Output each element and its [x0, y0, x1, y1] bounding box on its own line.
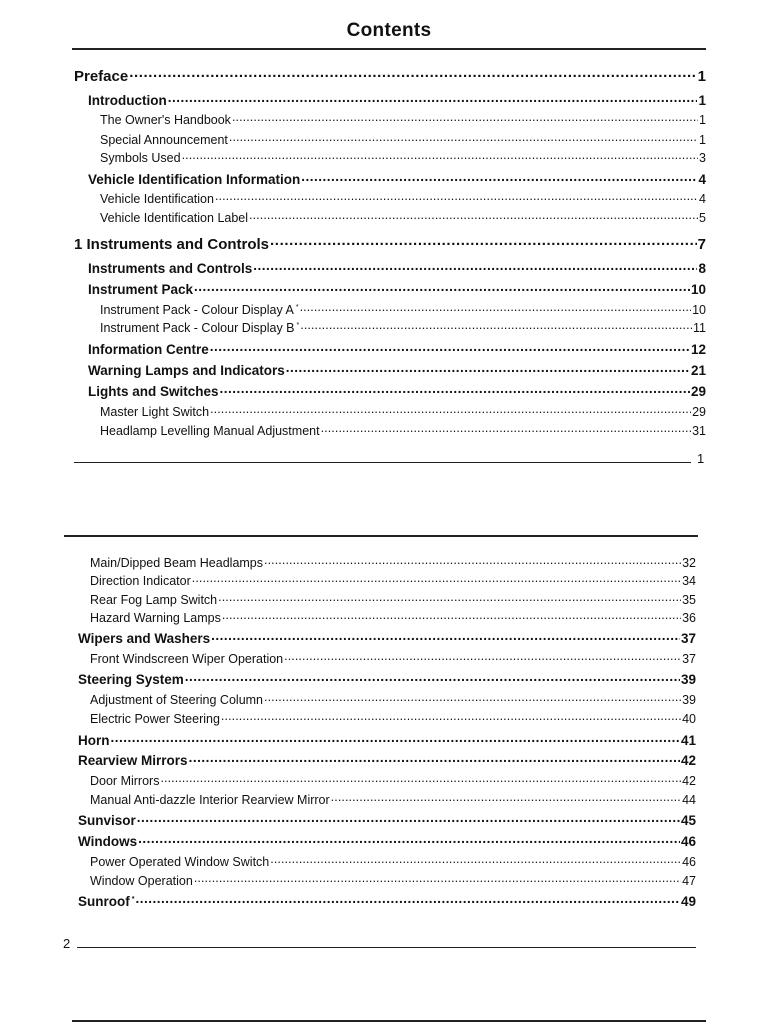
toc-page-number: 4: [698, 171, 706, 187]
toc-entry-title: Introduction: [88, 92, 167, 108]
toc-entry-title: Sunvisor: [78, 812, 136, 828]
toc-page-number: 3: [699, 150, 706, 165]
dot-leader: [111, 731, 680, 745]
dot-leader: [194, 872, 681, 885]
toc-entry-title: Direction Indicator: [90, 573, 191, 588]
toc-page-number: 31: [692, 423, 706, 438]
toc-entry-title: Master Light Switch: [100, 404, 210, 419]
toc-page-number: 42: [680, 752, 696, 768]
toc-page-number: 35: [682, 592, 696, 607]
toc-entry-label: [88, 172, 300, 187]
dot-leader: [229, 131, 698, 144]
toc-entry[interactable]: [90, 609, 696, 625]
toc-entry-label: [90, 774, 159, 788]
toc-entry-label: [100, 211, 248, 225]
toc-entry[interactable]: [90, 853, 696, 869]
toc-entry-label: [74, 236, 269, 253]
toc-entry-title: The Owner's Handbook: [100, 112, 231, 127]
toc-entry-title: Headlamp Levelling Manual Adjustment: [100, 423, 320, 438]
toc-entry-title: Instruments and Controls: [88, 260, 253, 276]
toc-entry-title: Instrument Pack - Colour Display A: [100, 302, 294, 317]
page-1-footer-rule: [74, 462, 691, 463]
dot-leader: [232, 111, 698, 124]
dot-leader: [270, 234, 697, 249]
toc-entry-label: [90, 874, 193, 888]
toc-entry-label: [100, 113, 231, 127]
toc-entry-title: Symbols Used: [100, 150, 181, 165]
toc-entry-label: [100, 321, 299, 335]
toc-entry-title: Sunroof: [78, 893, 130, 909]
dot-leader: [253, 259, 697, 273]
toc-page-number: 4: [699, 191, 706, 206]
dot-leader: [211, 629, 680, 643]
toc-entry[interactable]: [78, 670, 696, 687]
dot-leader: [301, 170, 697, 184]
dot-leader: [182, 149, 698, 162]
toc-entry-title: Instrument Pack: [88, 281, 194, 297]
toc-page-number: 42: [682, 773, 696, 788]
toc-entry[interactable]: [90, 772, 696, 788]
toc-entry[interactable]: [88, 340, 706, 357]
dot-leader: [286, 361, 690, 375]
dot-leader: [189, 751, 680, 765]
dot-leader: [210, 403, 691, 416]
toc-page-number: 37: [680, 630, 696, 646]
toc-entry-title: Instrument Pack - Colour Display B: [100, 320, 295, 335]
optional-feature-asterisk: *: [131, 895, 135, 903]
dot-leader: [222, 609, 681, 622]
dot-leader: [218, 591, 681, 604]
toc-page-number: 10: [692, 302, 706, 317]
toc-entry[interactable]: [90, 872, 696, 888]
toc-entry-label: [74, 68, 128, 85]
toc-entry-label: [90, 855, 269, 869]
toc-page-number: 45: [680, 812, 696, 828]
toc-entry-title: Rear Fog Lamp Switch: [90, 592, 218, 607]
toc-entry-label: [78, 631, 210, 646]
toc-entry[interactable]: [78, 731, 696, 748]
dot-leader: [138, 832, 680, 846]
toc-page-number: 37: [682, 651, 696, 666]
toc-page-number: 1: [699, 112, 706, 127]
toc-entry-label: [90, 556, 263, 570]
toc-entry-label: [88, 282, 193, 297]
dot-leader: [321, 422, 692, 435]
toc-entry[interactable]: [90, 791, 696, 807]
toc-entry-label: [90, 574, 191, 588]
toc-entry-label: [100, 405, 209, 419]
toc-entry-title: Preface: [74, 68, 129, 85]
toc-entry-title: Windows: [78, 833, 138, 849]
toc-entry-label: [78, 733, 110, 748]
dot-leader: [215, 190, 698, 203]
dot-leader: [135, 892, 679, 906]
toc-page-number: 1: [698, 92, 706, 108]
toc-entry-label: [90, 652, 283, 666]
toc-entry-title: Main/Dipped Beam Headlamps: [90, 555, 264, 570]
toc-page-number: 46: [680, 833, 696, 849]
toc-entry-label: [88, 384, 219, 399]
toc-page-number: 40: [682, 711, 696, 726]
toc-page-number: 10: [690, 281, 706, 297]
toc-entry-title: Rearview Mirrors: [78, 752, 188, 768]
toc-entry[interactable]: [88, 91, 706, 108]
page-title: Contents: [346, 20, 432, 41]
page-2-footer-rule: [77, 947, 696, 948]
toc-page-number: 12: [690, 341, 706, 357]
toc-entry-label: [100, 151, 181, 165]
optional-feature-asterisk: *: [295, 303, 299, 311]
page-3-header-rule: [72, 1020, 706, 1022]
dot-leader: [160, 772, 681, 785]
toc-entry[interactable]: [78, 629, 696, 646]
page-number-1: 1: [697, 451, 705, 466]
toc-entry-title: Power Operated Window Switch: [90, 854, 270, 869]
toc-entry-title: Window Operation: [90, 873, 193, 888]
toc-entry[interactable]: [90, 554, 696, 570]
toc-page-number: 46: [682, 854, 696, 869]
dot-leader: [194, 280, 690, 294]
toc-page-number: 34: [682, 573, 696, 588]
toc-entry[interactable]: [90, 650, 696, 666]
dot-leader: [220, 382, 690, 396]
toc-entry-title: Vehicle Identification Label: [100, 210, 249, 225]
toc-page-number: 8: [698, 260, 706, 276]
toc-page-number: 44: [682, 792, 696, 807]
toc-entry-title: Front Windscreen Wiper Operation: [90, 651, 284, 666]
dot-leader: [129, 66, 696, 81]
toc-entry-title: Hazard Warning Lamps: [90, 610, 221, 625]
toc-entry-title: Information Centre: [88, 341, 209, 357]
dot-leader: [300, 301, 692, 314]
toc-entry[interactable]: [100, 190, 706, 206]
dot-leader: [264, 691, 681, 704]
toc-entry-title: Horn: [78, 732, 110, 748]
dot-leader: [284, 650, 681, 663]
toc-entry[interactable]: [88, 361, 706, 378]
toc-entry-label: [88, 342, 209, 357]
toc-entry[interactable]: [90, 591, 696, 607]
toc-page-number: 29: [690, 383, 706, 399]
dot-leader: [210, 340, 690, 354]
toc-entry-label: [90, 611, 221, 625]
toc-entry[interactable]: [100, 111, 706, 127]
toc-entry-label: [100, 133, 228, 147]
toc-page-number: 1: [697, 68, 706, 85]
toc-entry-label: [100, 192, 214, 206]
dot-leader: [300, 319, 692, 332]
toc-entry-title: Manual Anti-dazzle Interior Rearview Mirror: [90, 792, 330, 807]
dot-leader: [221, 710, 681, 723]
toc-entry-title: Electric Power Steering: [90, 711, 220, 726]
toc-entry[interactable]: [100, 319, 706, 335]
toc-entry[interactable]: [90, 710, 696, 726]
toc-entry[interactable]: [78, 832, 696, 849]
toc-entry[interactable]: [78, 811, 696, 828]
dot-leader: [192, 572, 681, 585]
toc-entry[interactable]: [74, 234, 706, 253]
toc-page-number: 21: [690, 362, 706, 378]
toc-page-number: 49: [680, 893, 696, 909]
toc-entry[interactable]: [100, 301, 706, 317]
optional-feature-asterisk: *: [296, 321, 300, 329]
toc-page-number: 5: [699, 210, 706, 225]
toc-entry[interactable]: [88, 259, 706, 276]
toc-entry-title: 1 Instruments and Controls: [74, 236, 270, 253]
toc-entry-label: [78, 834, 137, 849]
toc-entry-title: Vehicle Identification: [100, 191, 214, 206]
toc-page-number: 7: [697, 236, 706, 253]
dot-leader: [185, 670, 680, 684]
toc-page-number: 47: [682, 873, 696, 888]
toc-entry[interactable]: [78, 892, 696, 909]
toc-entry[interactable]: [100, 131, 706, 147]
toc-entry[interactable]: [88, 280, 706, 297]
toc-entry[interactable]: [100, 422, 706, 438]
dot-leader: [264, 554, 681, 567]
toc-entry[interactable]: [88, 170, 706, 187]
toc-entry-label: [78, 813, 136, 828]
toc-entry-label: [88, 93, 167, 108]
toc-entry[interactable]: [100, 209, 706, 225]
toc-entry[interactable]: [100, 149, 706, 165]
toc-entry-title: Door Mirrors: [90, 773, 160, 788]
toc-page-number: 39: [682, 692, 696, 707]
page-number-2: 2: [63, 936, 71, 951]
dot-leader: [168, 91, 698, 105]
title-rule: [72, 48, 706, 50]
toc-page-number: 36: [682, 610, 696, 625]
toc-entry[interactable]: [78, 751, 696, 768]
toc-entry-label: [90, 793, 330, 807]
toc-entry-title: Wipers and Washers: [78, 630, 211, 646]
dot-leader: [331, 791, 681, 804]
toc-entry-label: [78, 894, 134, 909]
toc-page-number: 11: [693, 320, 706, 335]
dot-leader: [137, 811, 680, 825]
toc-entry-title: Special Announcement: [100, 132, 228, 147]
toc-entry-label: [88, 363, 285, 378]
dot-leader: [270, 853, 681, 866]
toc-entry-title: Lights and Switches: [88, 383, 219, 399]
toc-entry-title: Adjustment of Steering Column: [90, 692, 264, 707]
toc-entry-label: [90, 712, 220, 726]
toc-entry-title: Steering System: [78, 671, 184, 687]
page-2-header-rule: [64, 535, 698, 537]
toc-page-number: 41: [680, 732, 696, 748]
toc-entry-label: [90, 593, 217, 607]
toc-entry-label: [78, 672, 184, 687]
toc-entry[interactable]: [90, 572, 696, 588]
toc-entry[interactable]: [90, 691, 696, 707]
toc-entry-label: [88, 261, 252, 276]
dot-leader: [249, 209, 698, 222]
toc-entry[interactable]: [88, 382, 706, 399]
toc-entry-label: [100, 303, 299, 317]
toc-entry-label: [100, 424, 320, 438]
toc-entry-label: [78, 753, 188, 768]
toc-entry-label: [90, 693, 263, 707]
toc-entry-title: Vehicle Identification Information: [88, 171, 301, 187]
toc-page-number: 32: [682, 555, 696, 570]
toc-entry[interactable]: [100, 403, 706, 419]
toc-page-number: 29: [692, 404, 706, 419]
toc-page-number: 1: [699, 132, 706, 147]
toc-page-number: 39: [680, 671, 696, 687]
toc-entry[interactable]: [74, 66, 706, 85]
toc-entry-title: Warning Lamps and Indicators: [88, 362, 285, 378]
